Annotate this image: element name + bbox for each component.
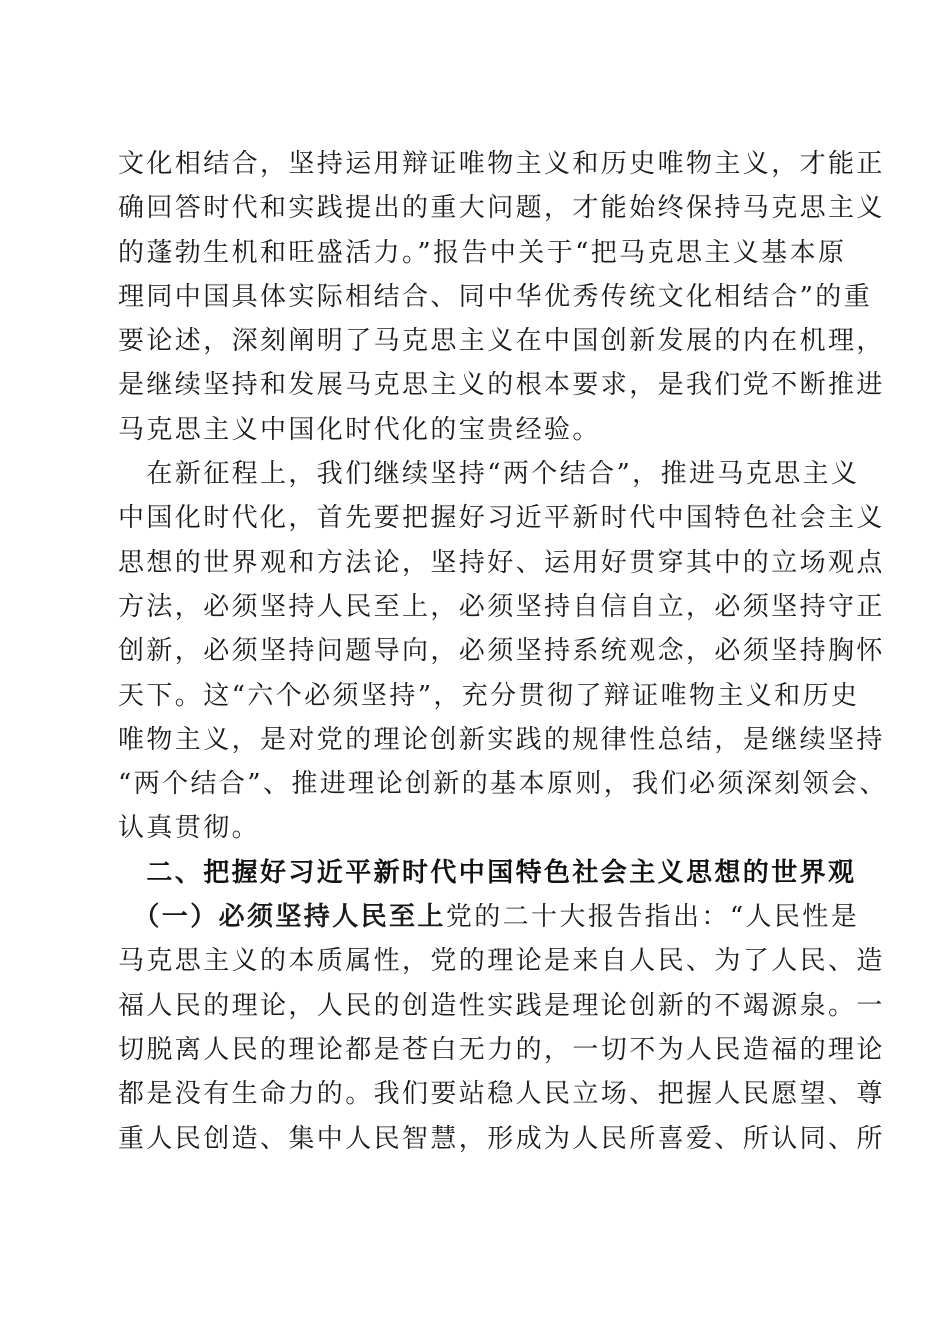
text-line: 福人民的理论，人民的创造性实践是理论创新的不竭源泉。一 <box>118 990 885 1021</box>
text-line: 认真贯彻。 <box>118 813 261 844</box>
text-line: 在新征程上，我们继续坚持“两个结合”，推进马克思主义 <box>118 459 860 490</box>
text-line: 创新，必须坚持问题导向，必须坚持系统观念，必须坚持胸怀 <box>118 636 885 667</box>
subsection-lead: （一）必须坚持人民至上 <box>118 902 446 933</box>
text-line: 重人民创造、集中人民智慧，形成为人民所喜爱、所认同、所 <box>118 1123 885 1154</box>
text-line: 要论述，深刻阐明了马克思主义在中国创新发展的内在机理， <box>118 326 885 357</box>
text-line: 理同中国具体实际相结合、同中华优秀传统文化相结合”的重 <box>118 281 873 312</box>
subsection-line <box>118 895 858 939</box>
text-line: 确回答时代和实践提出的重大问题，才能始终保持马克思主义 <box>118 193 885 224</box>
section-heading: 二、把握好习近平新时代中国特色社会主义思想的世界观 <box>118 857 857 888</box>
text-line: 天下。这“六个必须坚持”，充分贯彻了辩证唯物主义和历史 <box>118 680 860 711</box>
text-line: 文化相结合，坚持运用辩证唯物主义和历史唯物主义，才能正 <box>118 149 885 179</box>
text-line: 马克思主义中国化时代化的宝贵经验。 <box>118 414 601 445</box>
text-line: 方法，必须坚持人民至上，必须坚持自信自立，必须坚持守正 <box>118 591 885 622</box>
text-line: 思想的世界观和方法论，坚持好、运用好贯穿其中的立场观点 <box>118 547 885 578</box>
subsection-lead-rest: 党的二十大报告指出：“人民性是 <box>445 902 860 933</box>
text-line: 中国化时代化，首先要把握好习近平新时代中国特色社会主义 <box>118 503 885 534</box>
text-line: “两个结合”、推进理论创新的基本原则，我们必须深刻领会、 <box>118 769 888 800</box>
text-line: 是继续坚持和发展马克思主义的根本要求，是我们党不断推进 <box>118 370 885 401</box>
text-line: 的蓬勃生机和旺盛活力。”报告中关于“把马克思主义基本原 <box>118 237 847 268</box>
text-line: 马克思主义的本质属性，党的理论是来自人民、为了人民、造 <box>118 946 885 977</box>
text-line: 切脱离人民的理论都是苍白无力的，一切不为人民造福的理论 <box>118 1034 885 1065</box>
text-line: 唯物主义，是对党的理论创新实践的规律性总结，是继续坚持 <box>118 724 885 755</box>
text-line: 都是没有生命力的。我们要站稳人民立场、把握人民愿望、尊 <box>118 1079 885 1110</box>
document-body <box>118 142 888 1161</box>
